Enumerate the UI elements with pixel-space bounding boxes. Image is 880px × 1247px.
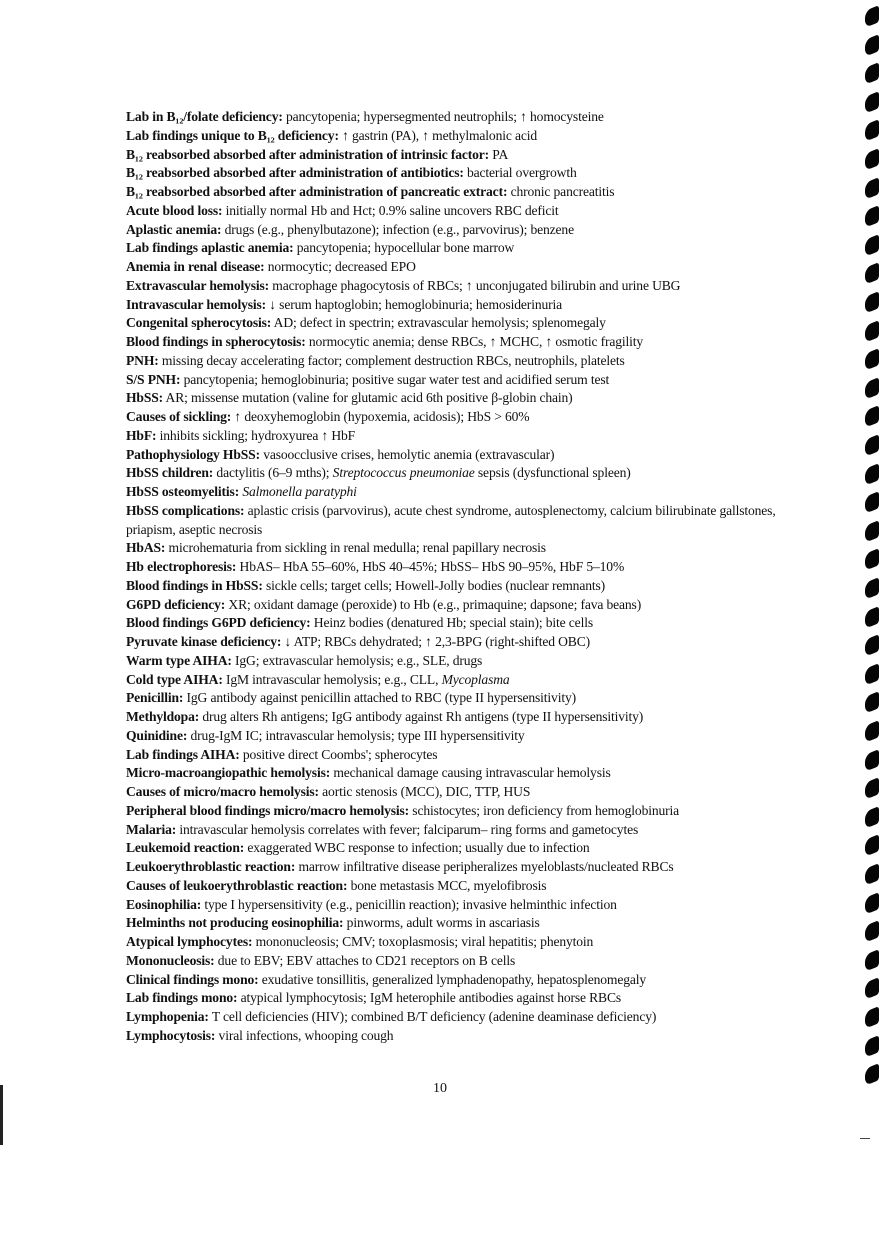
note-entry [126, 108, 826, 127]
binding-hole [865, 720, 879, 743]
binding-hole [865, 205, 879, 228]
note-entry [126, 989, 826, 1008]
note-italic-term: Mycoplasma [441, 671, 510, 687]
note-entry [126, 427, 826, 446]
note-definition: pancytopenia; hypersegmented neutrophils; ↑ homocysteine [282, 109, 604, 124]
note-definition: due to EBV; EBV attaches to CD21 receptors on B cells [214, 952, 516, 968]
note-definition: vasoocclusive crises, hemolytic anemia (extravascular) [259, 446, 555, 462]
note-entry [126, 277, 826, 296]
note-entry [126, 933, 826, 952]
note-term: Lab in B₁₂/folate deficiency: [126, 109, 283, 124]
note-definition: Heinz bodies (denatured Hb; special stain); bite cells [310, 615, 593, 631]
note-entry [126, 371, 826, 390]
note-entry [126, 202, 826, 221]
note-definition: type I hypersensitivity (e.g., penicillin reaction); invasive helminthic infection [201, 896, 617, 912]
note-entry [126, 671, 826, 690]
note-entry [126, 502, 826, 540]
note-term: Penicillin: [126, 690, 184, 706]
note-definition: pinworms, adult worms in ascariasis [343, 915, 540, 931]
note-entry [126, 858, 826, 877]
note-term: B₁₂ reabsorbed absorbed after administration of intrinsic factor: [126, 146, 490, 162]
note-term: HbSS osteomyelitis: [126, 484, 240, 499]
note-entry [126, 558, 826, 577]
note-entry [126, 164, 826, 183]
note-definition: XR; oxidant damage (peroxide) to Hb (e.g., primaquine; dapsone; fava beans) [225, 596, 642, 612]
note-entry [126, 183, 826, 202]
note-entry [126, 614, 826, 633]
binding-hole [865, 62, 879, 85]
binding-hole [865, 434, 879, 457]
binding-hole [865, 177, 879, 200]
binding-hole [865, 892, 879, 915]
note-term: HbF: [126, 427, 157, 443]
spiral-binding-holes [858, 0, 880, 1247]
note-entry [126, 314, 826, 333]
note-entry [126, 352, 826, 371]
note-definition: AD; defect in spectrin; extravascular hemolysis; splenomegaly [271, 315, 606, 331]
note-entry [126, 633, 826, 652]
note-definition: exudative tonsillitis, generalized lymphadenopathy, hepatosplenomegaly [258, 971, 647, 987]
binding-hole [865, 777, 879, 800]
note-entry [126, 127, 826, 146]
note-entry [126, 764, 826, 783]
note-term: Atypical lymphocytes: [126, 934, 253, 949]
note-definition: normocytic; decreased EPO [264, 259, 416, 274]
note-entry [126, 258, 826, 277]
note-term: Lymphocytosis: [126, 1027, 216, 1043]
note-definition: ↑ gastrin (PA), ↑ methylmalonic acid [338, 127, 538, 143]
note-entry [126, 877, 826, 896]
binding-hole [865, 406, 879, 429]
binding-hole [865, 234, 879, 257]
binding-hole [865, 606, 879, 629]
note-term: Lab findings AIHA: [126, 746, 240, 762]
note-term: Eosinophilia: [126, 896, 202, 912]
note-term: Warm type AIHA: [126, 652, 232, 668]
notes-list [126, 108, 826, 1046]
note-entry [126, 1008, 826, 1027]
note-entry [126, 296, 826, 315]
note-definition: pancytopenia; hemoglobinuria; positive sugar water test and acidified serum test [180, 371, 610, 387]
note-term: Anemia in renal disease: [126, 259, 265, 274]
note-entry [126, 446, 826, 465]
note-definition: HbAS– HbA 55–60%, HbS 40–45%; HbSS– HbS 90–95%, HbF 5–10% [236, 559, 625, 574]
note-definition: IgM intravascular hemolysis; e.g., CLL, [222, 671, 442, 687]
binding-hole [865, 491, 879, 514]
note-term: Causes of micro/macro hemolysis: [126, 784, 319, 799]
note-entry [126, 408, 826, 427]
binding-hole [865, 320, 879, 343]
note-entry [126, 221, 826, 240]
binding-hole [865, 348, 879, 371]
note-entry [126, 389, 826, 408]
note-entry [126, 689, 826, 708]
binding-hole [865, 1063, 879, 1086]
note-term: Intravascular hemolysis: [126, 296, 267, 312]
note-term: HbSS complications: [126, 502, 245, 518]
note-definition: AR; missense mutation (valine for glutamic acid 6th positive β-globin chain) [163, 390, 573, 406]
note-definition: initially normal Hb and Hct; 0.9% saline uncovers RBC deficit [222, 202, 559, 218]
note-definition: missing decay accelerating factor; complement destruction RBCs, neutrophils, platelets [158, 352, 625, 368]
binding-hole [865, 1006, 879, 1029]
note-entry [126, 708, 826, 727]
binding-hole [865, 549, 879, 572]
note-term: Lab findings unique to B₁₂ deficiency: [126, 127, 339, 143]
note-definition: ↓ serum haptoglobin; hemoglobinuria; hemosiderinuria [266, 296, 562, 312]
binding-hole [865, 577, 879, 600]
note-term: Hb electrophoresis: [126, 559, 237, 574]
note-entry [126, 483, 826, 502]
note-definition: macrophage phagocytosis of RBCs; ↑ unconjugated bilirubin and urine UBG [269, 277, 681, 293]
note-definition: exaggerated WBC response to infection; usually due to infection [244, 840, 590, 856]
binding-hole [865, 863, 879, 886]
note-definition: aplastic crisis (parvovirus), acute chest syndrome, autosplenectomy, calcium bilirubinate gallstones, priapism, aseptic necrosis [126, 502, 776, 537]
binding-hole [865, 120, 879, 143]
note-term: PNH: [126, 352, 159, 368]
note-term: Malaria: [126, 821, 177, 837]
note-definition: microhematuria from sickling in renal medulla; renal papillary necrosis [165, 540, 546, 556]
note-entry [126, 652, 826, 671]
note-term: Peripheral blood findings micro/macro hemolysis: [126, 802, 410, 818]
note-definition: sickle cells; target cells; Howell-Jolly bodies (nuclear remnants) [262, 577, 605, 593]
binding-hole [865, 463, 879, 486]
note-definition: viral infections, whooping cough [215, 1027, 394, 1043]
note-entry [126, 914, 826, 933]
binding-hole [865, 291, 879, 314]
note-definition: chronic pancreatitis [507, 184, 615, 199]
note-term: Blood findings in HbSS: [126, 577, 263, 593]
note-definition: bacterial overgrowth [463, 165, 577, 181]
note-definition: intravascular hemolysis correlates with fever; falciparum– ring forms and gametocytes [176, 821, 639, 837]
note-definition: aortic stenosis (MCC), DIC, TTP, HUS [318, 784, 531, 799]
note-term: B₁₂ reabsorbed absorbed after administration of pancreatic extract: [126, 184, 508, 199]
note-entry [126, 333, 826, 352]
note-term: S/S PNH: [126, 371, 181, 387]
note-definition: mechanical damage causing intravascular hemolysis [330, 765, 611, 781]
note-entry [126, 896, 826, 915]
note-definition: drug alters Rh antigens; IgG antibody against Rh antigens (type II hypersensitivity) [199, 709, 644, 724]
note-term: B₁₂ reabsorbed absorbed after administration of antibiotics: [126, 165, 464, 181]
note-definition: PA [489, 146, 509, 162]
note-definition: schistocytes; iron deficiency from hemoglobinuria [409, 802, 680, 818]
note-entry [126, 239, 826, 258]
note-definition: atypical lymphocytosis; IgM heterophile antibodies against horse RBCs [237, 990, 622, 1006]
note-entry [126, 596, 826, 615]
note-term: HbSS: [126, 390, 164, 406]
scan-corner-mark [860, 1138, 870, 1139]
binding-hole [865, 949, 879, 972]
note-definition: positive direct Coombs'; spherocytes [239, 746, 438, 762]
note-term: Blood findings in spherocytosis: [126, 334, 306, 349]
note-definition: drugs (e.g., phenylbutazone); infection (e.g., parvovirus); benzene [221, 221, 574, 237]
note-term: Extravascular hemolysis: [126, 277, 270, 293]
note-definition: dactylitis (6–9 mths); [213, 465, 333, 481]
binding-hole [865, 749, 879, 772]
note-entry [126, 821, 826, 840]
note-entry [126, 539, 826, 558]
note-term: Mononucleosis: [126, 952, 215, 968]
note-term: Pyruvate kinase deficiency: [126, 634, 282, 649]
note-term: Causes of leukoerythroblastic reaction: [126, 877, 348, 893]
note-entry [126, 839, 826, 858]
note-definition: mononucleosis; CMV; toxoplasmosis; viral hepatitis; phenytoin [252, 934, 594, 949]
note-definition: ↑ deoxyhemoglobin (hypoxemia, acidosis); HbS > 60% [231, 409, 530, 424]
binding-hole [865, 5, 879, 28]
binding-hole [865, 377, 879, 400]
note-entry [126, 146, 826, 165]
note-entry [126, 952, 826, 971]
note-term: HbAS: [126, 540, 166, 556]
note-term: Micro-macroangiopathic hemolysis: [126, 765, 331, 781]
binding-hole [865, 148, 879, 171]
note-term: Lymphopenia: [126, 1009, 209, 1024]
binding-hole [865, 520, 879, 543]
note-definition: IgG antibody against penicillin attached to RBC (type II hypersensitivity) [183, 690, 576, 706]
note-definition: drug-IgM IC; intravascular hemolysis; type III hypersensitivity [187, 727, 525, 743]
note-term: Clinical findings mono: [126, 971, 259, 987]
note-entry [126, 746, 826, 765]
binding-hole [865, 835, 879, 858]
note-term: Leukoerythroblastic reaction: [126, 859, 296, 874]
binding-hole [865, 634, 879, 657]
note-term: HbSS children: [126, 465, 214, 481]
note-term: G6PD deficiency: [126, 596, 226, 612]
note-term: Helminths not producing eosinophilia: [126, 915, 344, 931]
binding-hole [865, 263, 879, 286]
binding-hole [865, 806, 879, 829]
note-definition: T cell deficiencies (HIV); combined B/T deficiency (adenine deaminase deficiency) [208, 1009, 657, 1024]
note-term: Congenital spherocytosis: [126, 315, 272, 331]
binding-hole [865, 91, 879, 114]
note-term: Leukemoid reaction: [126, 840, 245, 856]
binding-hole [865, 978, 879, 1001]
binding-hole [865, 663, 879, 686]
note-term: Methyldopa: [126, 709, 200, 724]
scan-edge-mark [0, 1085, 3, 1145]
binding-hole [865, 1035, 879, 1058]
note-italic-term: Streptococcus pneumoniae [332, 465, 475, 481]
note-definition: ↓ ATP; RBCs dehydrated; ↑ 2,3-BPG (right-shifted OBC) [281, 634, 590, 649]
note-definition: normocytic anemia; dense RBCs, ↑ MCHC, ↑ osmotic fragility [305, 334, 644, 349]
note-term: Lab findings aplastic anemia: [126, 240, 294, 256]
note-definition-tail: sepsis (dysfunctional spleen) [474, 465, 631, 481]
note-definition: bone metastasis MCC, myelofibrosis [347, 877, 547, 893]
note-term: Quinidine: [126, 727, 188, 743]
note-entry [126, 577, 826, 596]
binding-hole [865, 920, 879, 943]
note-entry [126, 464, 826, 483]
note-term: Lab findings mono: [126, 990, 238, 1006]
note-italic-term: Salmonella paratyphi [242, 484, 357, 499]
note-term: Pathophysiology HbSS: [126, 446, 260, 462]
note-definition: pancytopenia; hypocellular bone marrow [293, 240, 515, 256]
note-definition: inhibits sickling; hydroxyurea ↑ HbF [156, 427, 356, 443]
note-entry [126, 971, 826, 990]
note-term: Cold type AIHA: [126, 671, 223, 687]
note-term: Aplastic anemia: [126, 221, 222, 237]
binding-hole [865, 692, 879, 715]
page-number: 10 [433, 1081, 447, 1096]
note-entry [126, 1027, 826, 1046]
note-term: Acute blood loss: [126, 202, 223, 218]
note-definition: marrow infiltrative disease peripheralizes myeloblasts/nucleated RBCs [295, 859, 674, 874]
binding-hole [865, 34, 879, 57]
note-term: Causes of sickling: [126, 409, 232, 424]
note-term: Blood findings G6PD deficiency: [126, 615, 311, 631]
note-entry [126, 783, 826, 802]
note-entry [126, 727, 826, 746]
note-definition: IgG; extravascular hemolysis; e.g., SLE, drugs [231, 652, 483, 668]
note-entry [126, 802, 826, 821]
